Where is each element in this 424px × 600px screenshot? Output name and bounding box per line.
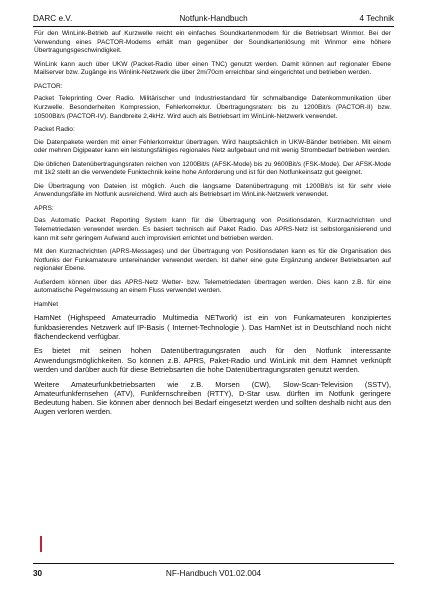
header-divider [33,26,394,27]
paragraph: Für den WinLink-Betrieb auf Kurzwelle reicht ein einfaches Soundkartenmodem für die Betriebsart Winmor. Bei der Verwendung eines PACTOR-Modems erhält man gegenüber der Soundkartenlösung mit Winmor eine höhere Übertragungsgeschwindigkeit. [34,30,391,55]
paragraph: Das Automatic Packet Reporting System kann für die Übertragung von Positionsdaten, Kurznachrichten und Telemetriedaten verwendet werden. Es basiert technisch auf Paket Radio. Das APRS-Netz ist selbstorganisierend und kann mit sehr geringem Aufwand auch improvisiert errichtet und betrieben werden. [34,217,391,242]
header-organization: DARC e.V. [33,14,73,23]
section-heading-pactor: PACTOR: [34,82,63,90]
section-heading-hamnet: HamNet [34,300,59,308]
paragraph: Die üblichen Datenübertragungsraten reichen von 1200Bit/s (AFSK-Mode) bis zu 9600Bit/s (FSK-Mode). Der AFSK-Mode mit 1k2 stellt an die verwendete Funktechnik keine hohe Anforderung und ist für den Notfunkeinsatz gut geeignet. [34,160,391,177]
footer-version: NF-Handbuch V01.02.004 [165,569,262,578]
page-body [34,30,391,422]
paragraph: Die Datenpakete werden mit einer Fehlerkorrektur übertragen. Wird hauptsächlich in UKW-Bänder betrieben. Mit einem oder mehren Digipeater kann ein leistungsfähiges regionales Netz aufgebaut und mit wenig Strombedarf betrieben werden. [34,138,391,155]
page-header [33,13,394,25]
paragraph: Packet Teleprinting Over Radio. Militärischer und Industriestandard für schmalbandige Datenkommunikation über Kurzwelle. Besonderheiten Kompression, Fehlerkorrektur. Übertragungsraten: bis zu 1200Bit/s (PACTOR-II) bzw. 10500Bit/s (PACTOR-IV). Bandbreite 2,4kHz. Wird auch als Betriebsart im WinLink-Netzwerk verwendet. [34,95,391,120]
paragraph: Es bietet mit seinen hohen Datenübertragungsraten auch für den Notfunk interessante Anwendungsmöglichkeiten. So können z.B. APRS, Paket-Radio und WinLink mit dem Hamnet verknüpft werden und darüber auch für diese Betriebsarten die hohe Datenübertragungsraten genutzt werden. [34,346,391,375]
change-bar [40,536,42,552]
paragraph: Die Übertragung von Dateien ist möglich. Auch die langsame Datenübertragung mit 1200Bit/s ist für sehr viele Anwendungsfälle im Notfunk ausreichend. Wird auch als Betriebsart im WinLink-Netzwerk verwendet. [34,182,391,199]
page-number: 30 [33,569,43,578]
section-heading-packet-radio: Packet Radio: [34,125,75,133]
header-document-title: Notfunk-Handbuch [179,14,248,23]
paragraph: WinLink kann auch über UKW (Packet-Radio über einen TNC) genutzt werden. Damit können auf regionaler Ebene Mailserver bzw. Zugänge ins Winlink-Netzwerk die über 2m/70cm erreichbar sind eingerichtet und betrieben werden. [34,60,391,77]
paragraph: Weitere Amateurfunkbetriebsarten wie z.B. Morsen (CW), Slow-Scan-Television (SSTV), Amateurfunkfernsehen (ATV), Funkfernschreiben (RTTY), D-Star usw. dürften im Notfunk geringere Bedeutung haben. Sie können aber dennoch bei Bedarf eingesetzt werden und sollten deshalb nicht aus den Augen verloren werden. [34,379,391,417]
header-chapter: 4 Technik [359,14,394,23]
paragraph: HamNet (Highspeed Amateurradio Multimedia NETwork) ist ein von Funkamateuren konzipiertes funkbasierendes Netzwerk auf IP-Basis ( Internet-Technologie ). Das HamNet ist in Deutschland noch nicht flächendeckend verfügbar. [34,313,391,341]
footer-divider [33,563,394,564]
section-heading-aprs: APRS: [34,204,54,212]
page-footer [33,568,394,580]
paragraph: Außerdem können über das APRS-Netz Wetter- bzw. Telemetriedaten übertragen werden. Dies kann z.B. für eine automatische Pegelmessung an einem Fluss verwendet werden. [34,278,391,295]
paragraph: Mit den Kurznachrichten (APRS-Messages) und der Übertragung von Positionsdaten kann es für die Organisation des Notfunks der Funkamateure untereinander verwendet werden. Ist daher eine gute Ergänzung anderer Betriebsarten auf regionaler Ebene. [34,248,391,273]
